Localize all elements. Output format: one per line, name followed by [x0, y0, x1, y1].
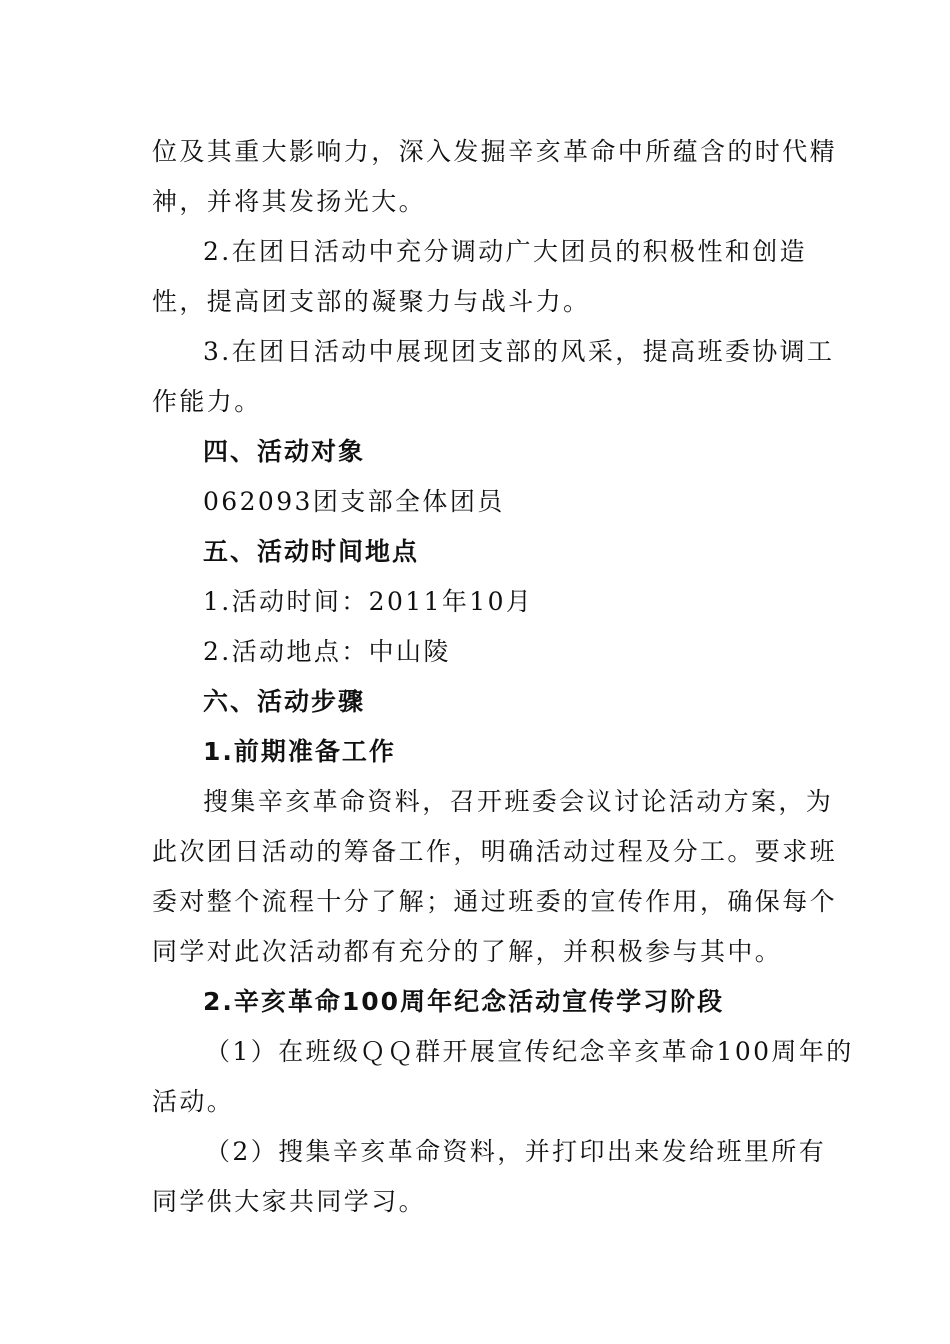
body-text-line: 委对整个流程十分了解；通过班委的宣传作用，确保每个	[152, 887, 838, 916]
subsection-heading-2: 2.辛亥革命100周年纪念活动宣传学习阶段	[203, 987, 725, 1016]
list-item-place: 2.活动地点：中山陵	[203, 637, 451, 666]
body-text-line: 活动。	[152, 1087, 235, 1116]
body-text-line: 同学对此次活动都有充分的了解，并积极参与其中。	[152, 937, 783, 966]
section-heading-5: 五、活动时间地点	[203, 537, 420, 566]
subsection-heading-1: 1.前期准备工作	[203, 737, 396, 766]
body-text-line: 062093团支部全体团员	[203, 487, 505, 516]
list-item-paren-2: （2）搜集辛亥革命资料，并打印出来发给班里所有	[205, 1137, 827, 1166]
body-text-line: 作能力。	[152, 387, 262, 416]
body-text-line: 神，并将其发扬光大。	[152, 187, 427, 216]
section-heading-6: 六、活动步骤	[203, 687, 366, 716]
list-item-3: 3.在团日活动中展现团支部的风采，提高班委协调工	[203, 337, 835, 366]
body-text-line: 性，提高团支部的凝聚力与战斗力。	[152, 287, 591, 316]
section-heading-4: 四、活动对象	[203, 437, 366, 466]
body-text-line: 同学供大家共同学习。	[152, 1187, 427, 1216]
list-item-2: 2.在团日活动中充分调动广大团员的积极性和创造	[203, 237, 808, 266]
list-item-paren-1: （1）在班级ＱＱ群开展宣传纪念辛亥革命100周年的	[205, 1037, 854, 1066]
list-item-time: 1.活动时间：2011年10月	[203, 587, 534, 616]
body-text-line: 搜集辛亥革命资料，召开班委会议讨论活动方案，为	[203, 787, 834, 816]
body-text-line: 此次团日活动的筹备工作，明确活动过程及分工。要求班	[152, 837, 838, 866]
body-text-line: 位及其重大影响力，深入发掘辛亥革命中所蕴含的时代精	[152, 137, 838, 166]
